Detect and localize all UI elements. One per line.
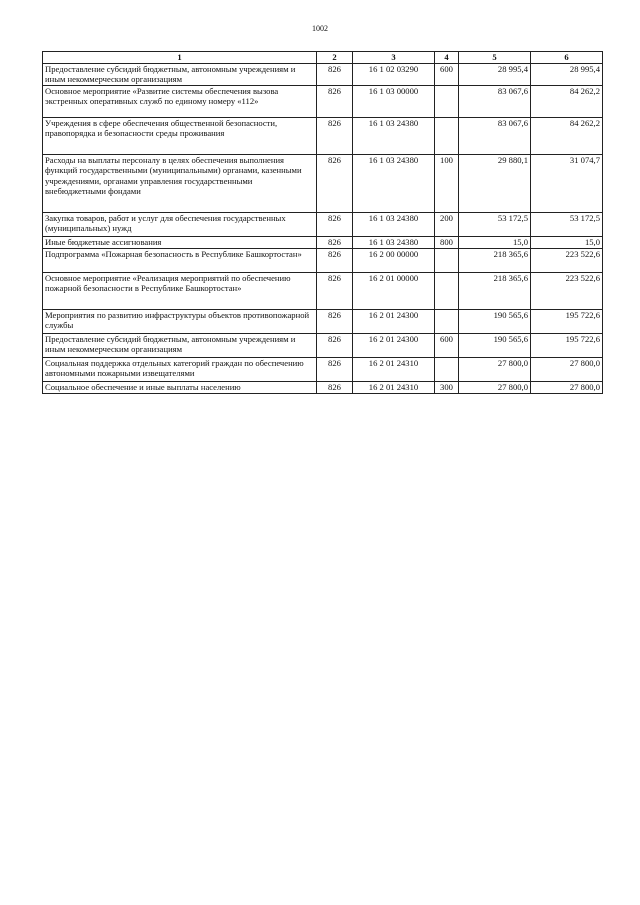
cell-name: Предоставление субсидий бюджетным, автономным учреждениям и иным некоммерческим организациям — [43, 333, 317, 357]
cell-type — [435, 309, 459, 333]
cell-target: 16 2 01 00000 — [353, 272, 435, 309]
table-row — [43, 212, 603, 236]
cell-sum1: 27 800,0 — [459, 357, 531, 381]
cell-sum1: 83 067,6 — [459, 85, 531, 117]
cell-type: 800 — [435, 236, 459, 248]
cell-target: 16 1 03 24380 — [353, 117, 435, 154]
cell-sum1: 27 800,0 — [459, 381, 531, 393]
cell-sum2: 223 522,6 — [531, 272, 603, 309]
cell-name: Социальное обеспечение и иные выплаты населению — [43, 381, 317, 393]
cell-sum2: 15,0 — [531, 236, 603, 248]
cell-name: Расходы на выплаты персоналу в целях обеспечения выполнения функций государственными (муниципальными) органами, казенными учреждениями, органами управления государственными внебюджетными фондами — [43, 154, 317, 212]
cell-target: 16 2 01 24310 — [353, 357, 435, 381]
cell-sum2: 223 522,6 — [531, 248, 603, 272]
cell-name: Подпрограмма «Пожарная безопасность в Республике Башкортостан» — [43, 248, 317, 272]
table-row — [43, 85, 603, 117]
cell-sum2: 195 722,6 — [531, 333, 603, 357]
cell-sum1: 190 565,6 — [459, 309, 531, 333]
cell-type: 300 — [435, 381, 459, 393]
cell-target: 16 1 02 03290 — [353, 64, 435, 86]
table-row — [43, 357, 603, 381]
cell-sum2: 84 262,2 — [531, 117, 603, 154]
cell-sum1: 190 565,6 — [459, 333, 531, 357]
column-header-type: 4 — [435, 52, 459, 64]
table-row — [43, 236, 603, 248]
cell-sum1: 15,0 — [459, 236, 531, 248]
cell-ministry: 826 — [317, 381, 353, 393]
budget-table — [42, 51, 603, 394]
cell-sum1: 29 880,1 — [459, 154, 531, 212]
cell-name: Основное мероприятие «Реализация мероприятий по обеспечению пожарной безопасности в Республике Башкортостан» — [43, 272, 317, 309]
cell-type — [435, 357, 459, 381]
column-header-name: 1 — [43, 52, 317, 64]
cell-target: 16 1 03 00000 — [353, 85, 435, 117]
table-row — [43, 248, 603, 272]
cell-target: 16 1 03 24380 — [353, 154, 435, 212]
cell-type: 600 — [435, 333, 459, 357]
column-header-sum2: 6 — [531, 52, 603, 64]
cell-name: Закупка товаров, работ и услуг для обеспечения государственных (муниципальных) нужд — [43, 212, 317, 236]
cell-sum1: 218 365,6 — [459, 248, 531, 272]
column-header-sum1: 5 — [459, 52, 531, 64]
cell-type — [435, 117, 459, 154]
cell-type — [435, 85, 459, 117]
cell-type: 600 — [435, 64, 459, 86]
table-row — [43, 272, 603, 309]
table-row — [43, 333, 603, 357]
cell-sum2: 31 074,7 — [531, 154, 603, 212]
cell-ministry: 826 — [317, 212, 353, 236]
cell-name: Предоставление субсидий бюджетным, автономным учреждениям и иным некоммерческим организациям — [43, 64, 317, 86]
cell-sum2: 27 800,0 — [531, 357, 603, 381]
cell-sum1: 53 172,5 — [459, 212, 531, 236]
cell-ministry: 826 — [317, 309, 353, 333]
cell-sum2: 27 800,0 — [531, 381, 603, 393]
cell-ministry: 826 — [317, 272, 353, 309]
cell-sum2: 28 995,4 — [531, 64, 603, 86]
column-header-ministry: 2 — [317, 52, 353, 64]
cell-target: 16 1 03 24380 — [353, 212, 435, 236]
cell-name: Основное мероприятие «Развитие системы обеспечения вызова экстренных оперативных служб по единому номеру «112» — [43, 85, 317, 117]
table-row — [43, 154, 603, 212]
cell-target: 16 2 01 24300 — [353, 333, 435, 357]
cell-target: 16 2 01 24300 — [353, 309, 435, 333]
cell-sum1: 218 365,6 — [459, 272, 531, 309]
cell-ministry: 826 — [317, 154, 353, 212]
cell-type: 100 — [435, 154, 459, 212]
cell-ministry: 826 — [317, 85, 353, 117]
table-row — [43, 64, 603, 86]
page-number: 1002 — [312, 24, 328, 33]
cell-type: 200 — [435, 212, 459, 236]
cell-sum2: 84 262,2 — [531, 85, 603, 117]
cell-target: 16 1 03 24380 — [353, 236, 435, 248]
cell-type — [435, 248, 459, 272]
cell-target: 16 2 00 00000 — [353, 248, 435, 272]
cell-ministry: 826 — [317, 117, 353, 154]
cell-ministry: 826 — [317, 248, 353, 272]
cell-name: Учреждения в сфере обеспечения общественной безопасности, правопорядка и безопасности среды проживания — [43, 117, 317, 154]
cell-name: Иные бюджетные ассигнования — [43, 236, 317, 248]
column-header-target: 3 — [353, 52, 435, 64]
cell-sum2: 53 172,5 — [531, 212, 603, 236]
table-row — [43, 381, 603, 393]
cell-target: 16 2 01 24310 — [353, 381, 435, 393]
cell-sum1: 83 067,6 — [459, 117, 531, 154]
cell-sum1: 28 995,4 — [459, 64, 531, 86]
table-row — [43, 309, 603, 333]
table-header-row — [43, 52, 603, 64]
cell-sum2: 195 722,6 — [531, 309, 603, 333]
table-row — [43, 117, 603, 154]
cell-ministry: 826 — [317, 64, 353, 86]
cell-ministry: 826 — [317, 357, 353, 381]
cell-ministry: 826 — [317, 333, 353, 357]
cell-type — [435, 272, 459, 309]
cell-name: Социальная поддержка отдельных категорий граждан по обеспечению автономными пожарными извещателями — [43, 357, 317, 381]
cell-ministry: 826 — [317, 236, 353, 248]
cell-name: Мероприятия по развитию инфраструктуры объектов противопожарной службы — [43, 309, 317, 333]
